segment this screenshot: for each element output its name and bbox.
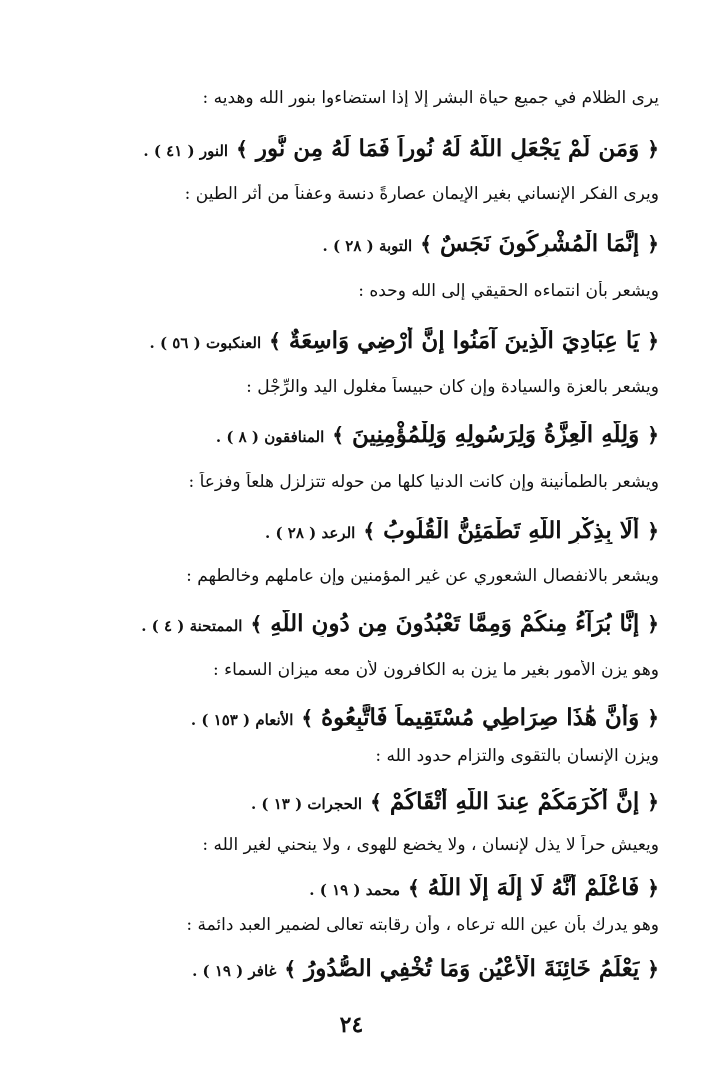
verse-line: ﴿ إِنَّمَا الْمُشْرِكُونَ نَجَسٌ ﴾ التوبة ( ٢٨ ) . xyxy=(322,230,659,257)
verse-reference: التوبة ( ٢٨ ) . xyxy=(322,237,413,255)
verse-line: ﴿ أَلَا بِذِكْرِ اللَّهِ تَطْمَئِنُّ الْقُلُوبُ ﴾ الرعد ( ٢٨ ) . xyxy=(265,517,659,544)
verse-reference: غافر ( ١٩ ) . xyxy=(192,962,277,980)
verse-reference: الممتحنة ( ٤ ) . xyxy=(141,617,243,635)
verse-line: ﴿ وَمَن لَّمْ يَجْعَلِ اللَّهُ لَهُ نُوراً فَمَا لَهُ مِن نُّورٍ ﴾ النور ( ٤١ ) . xyxy=(143,135,659,162)
prose-line: ويشعر بالطمأنينة وإن كانت الدنيا كلها من حوله تتزلزل هلعاً وفزعاً : xyxy=(188,472,659,492)
verse-reference: الرعد ( ٢٨ ) . xyxy=(265,524,356,542)
prose-line: ويرى الفكر الإنساني بغير الإيمان عصارةً دنسة وعفناً من أثر الطين : xyxy=(184,184,659,204)
verse-line: ﴿ وَلِلَّهِ الْعِزَّةُ وَلِرَسُولِهِ وَلِلْمُؤْمِنِينَ ﴾ المنافقون ( ٨ ) . xyxy=(215,421,659,448)
verse-text: يَا عِبَادِيَ الَّذِينَ آمَنُوا إِنَّ أَرْضِي وَاسِعَةٌ xyxy=(288,327,640,354)
verse-line: ﴿ وَأَنَّ هَٰذَا صِرَاطِي مُسْتَقِيماً فَاتَّبِعُوهُ ﴾ الأنعام ( ١٥٣ ) . xyxy=(190,704,659,731)
verse-text: وَمَن لَّمْ يَجْعَلِ اللَّهُ لَهُ نُوراً فَمَا لَهُ مِن نُّورٍ xyxy=(255,135,640,162)
verse-text: فَاعْلَمْ أَنَّهُ لَا إِلَٰهَ إِلَّا اللَّهُ xyxy=(427,874,640,901)
page-number: ٢٤ xyxy=(339,1012,364,1038)
verse-text: إِنَّ أَكْرَمَكُمْ عِندَ اللَّهِ أَتْقَاكُمْ xyxy=(389,788,640,815)
prose-line: يرى الظلام في جميع حياة البشر إلا إذا استضاءوا بنور الله وهديه : xyxy=(202,88,659,108)
prose-line: وهو يزن الأمور بغير ما يزن به الكافرون لأن معه ميزان السماء : xyxy=(213,660,659,680)
verse-text: إِنَّمَا الْمُشْرِكُونَ نَجَسٌ xyxy=(439,230,640,257)
verse-reference: الحجرات ( ١٣ ) . xyxy=(250,795,363,813)
verse-reference: محمد ( ١٩ ) . xyxy=(309,881,400,899)
verse-text: وَلِلَّهِ الْعِزَّةُ وَلِرَسُولِهِ وَلِلْمُؤْمِنِينَ xyxy=(352,421,640,448)
verse-text: أَلَا بِذِكْرِ اللَّهِ تَطْمَئِنُّ الْقُلُوبُ xyxy=(383,517,640,544)
verse-line: ﴿ يَعْلَمُ خَائِنَةَ الْأَعْيُنِ وَمَا تُخْفِي الصُّدُورُ ﴾ غافر ( ١٩ ) . xyxy=(192,955,659,982)
verse-text: يَعْلَمُ خَائِنَةَ الْأَعْيُنِ وَمَا تُخْفِي الصُّدُورُ xyxy=(304,955,640,982)
verse-text: وَأَنَّ هَٰذَا صِرَاطِي مُسْتَقِيماً فَاتَّبِعُوهُ xyxy=(321,704,640,731)
verse-line: ﴿ إِنَّ أَكْرَمَكُمْ عِندَ اللَّهِ أَتْقَاكُمْ ﴾ الحجرات ( ١٣ ) . xyxy=(250,788,659,815)
verse-line: ﴿ يَا عِبَادِيَ الَّذِينَ آمَنُوا إِنَّ أَرْضِي وَاسِعَةٌ ﴾ العنكبوت ( ٥٦ ) . xyxy=(149,327,659,354)
verse-reference: العنكبوت ( ٥٦ ) . xyxy=(149,334,262,352)
prose-line: ويشعر بالانفصال الشعوري عن غير المؤمنين وإن عاملهم وخالطهم : xyxy=(186,566,659,586)
verse-text: إِنَّا بُرَآءُ مِنكُمْ وَمِمَّا تَعْبُدُونَ مِن دُونِ اللَّهِ xyxy=(270,610,640,637)
verse-reference: الأنعام ( ١٥٣ ) . xyxy=(190,711,294,729)
verse-line: ﴿ إِنَّا بُرَآءُ مِنكُمْ وَمِمَّا تَعْبُدُونَ مِن دُونِ اللَّهِ ﴾ الممتحنة ( ٤ ) . xyxy=(141,610,659,637)
prose-line: ويشعر بأن انتماءه الحقيقي إلى الله وحده : xyxy=(358,281,659,301)
prose-line: ويزن الإنسان بالتقوى والتزام حدود الله : xyxy=(375,746,659,766)
verse-line: ﴿ فَاعْلَمْ أَنَّهُ لَا إِلَٰهَ إِلَّا اللَّهُ ﴾ محمد ( ١٩ ) . xyxy=(309,874,659,901)
verse-reference: النور ( ٤١ ) . xyxy=(143,142,229,160)
prose-line: ويشعر بالعزة والسيادة وإن كان حبيساً مغلول اليد والرِّجْل : xyxy=(246,377,659,397)
verse-reference: المنافقون ( ٨ ) . xyxy=(215,428,325,446)
prose-line: ويعيش حراً لا يذل لإنسان ، ولا يخضع للهوى ، ولا ينحني لغير الله : xyxy=(202,835,659,855)
prose-line: وهو يدرك بأن عين الله ترعاه ، وأن رقابته تعالى لضمير العبد دائمة : xyxy=(186,915,659,935)
